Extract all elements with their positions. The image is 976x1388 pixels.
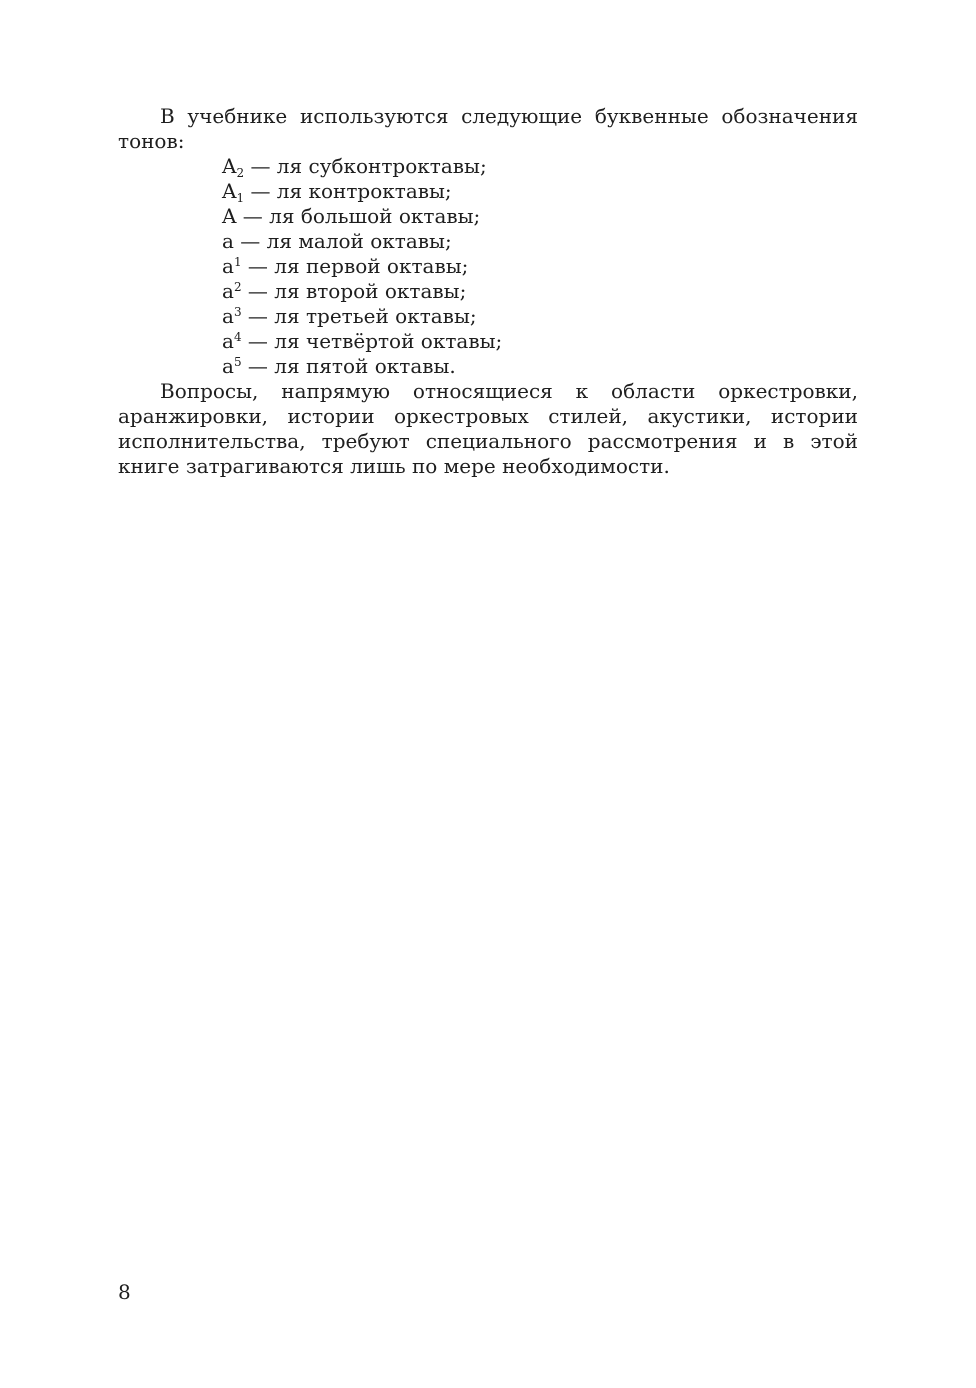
notation-item bbox=[222, 304, 858, 329]
notation-item bbox=[222, 329, 858, 354]
note-description: — ля первой октавы; bbox=[241, 254, 469, 278]
note-symbol: A bbox=[222, 204, 237, 228]
notation-item bbox=[222, 204, 858, 229]
note-symbol: $a^1$ bbox=[222, 254, 242, 278]
note-description: — ля третьей октавы; bbox=[241, 304, 477, 328]
body-paragraph: Вопросы, напрямую относящиеся к области оркестровки, аранжировки, истории оркестровых стилей, акустики, истории исполнительства, требуют специального рассмотрения и в этой книге затрагиваются лишь по мере необходимости. bbox=[118, 379, 858, 478]
note-description: — ля пятой октавы. bbox=[241, 354, 456, 378]
note-symbol: $a^2$ bbox=[222, 279, 242, 303]
notation-item bbox=[222, 179, 858, 204]
notation-item bbox=[222, 254, 858, 279]
notation-item bbox=[222, 354, 858, 379]
note-description: — ля малой октавы; bbox=[233, 229, 452, 253]
note-symbol: a bbox=[222, 229, 234, 253]
notation-list bbox=[118, 154, 858, 379]
note-description: — ля второй октавы; bbox=[241, 279, 467, 303]
note-symbol: $a^3$ bbox=[222, 304, 242, 328]
note-description: — ля контроктавы; bbox=[244, 179, 452, 203]
note-description: — ля большой октавы; bbox=[236, 204, 481, 228]
note-description: — ля субконтроктавы; bbox=[244, 154, 487, 178]
note-symbol: $A_1$ bbox=[222, 179, 245, 205]
page-number: 8 bbox=[118, 1280, 131, 1304]
note-symbol: $a^4$ bbox=[222, 329, 242, 353]
intro-paragraph: В учебнике используются следующие буквенные обозначения тонов: bbox=[118, 104, 858, 153]
note-symbol: $a^5$ bbox=[222, 354, 242, 378]
page-content bbox=[118, 104, 858, 479]
notation-item bbox=[222, 279, 858, 304]
note-symbol: $A_2$ bbox=[222, 154, 245, 180]
notation-item bbox=[222, 154, 858, 179]
note-description: — ля четвёртой октавы; bbox=[241, 329, 503, 353]
notation-item bbox=[222, 229, 858, 254]
